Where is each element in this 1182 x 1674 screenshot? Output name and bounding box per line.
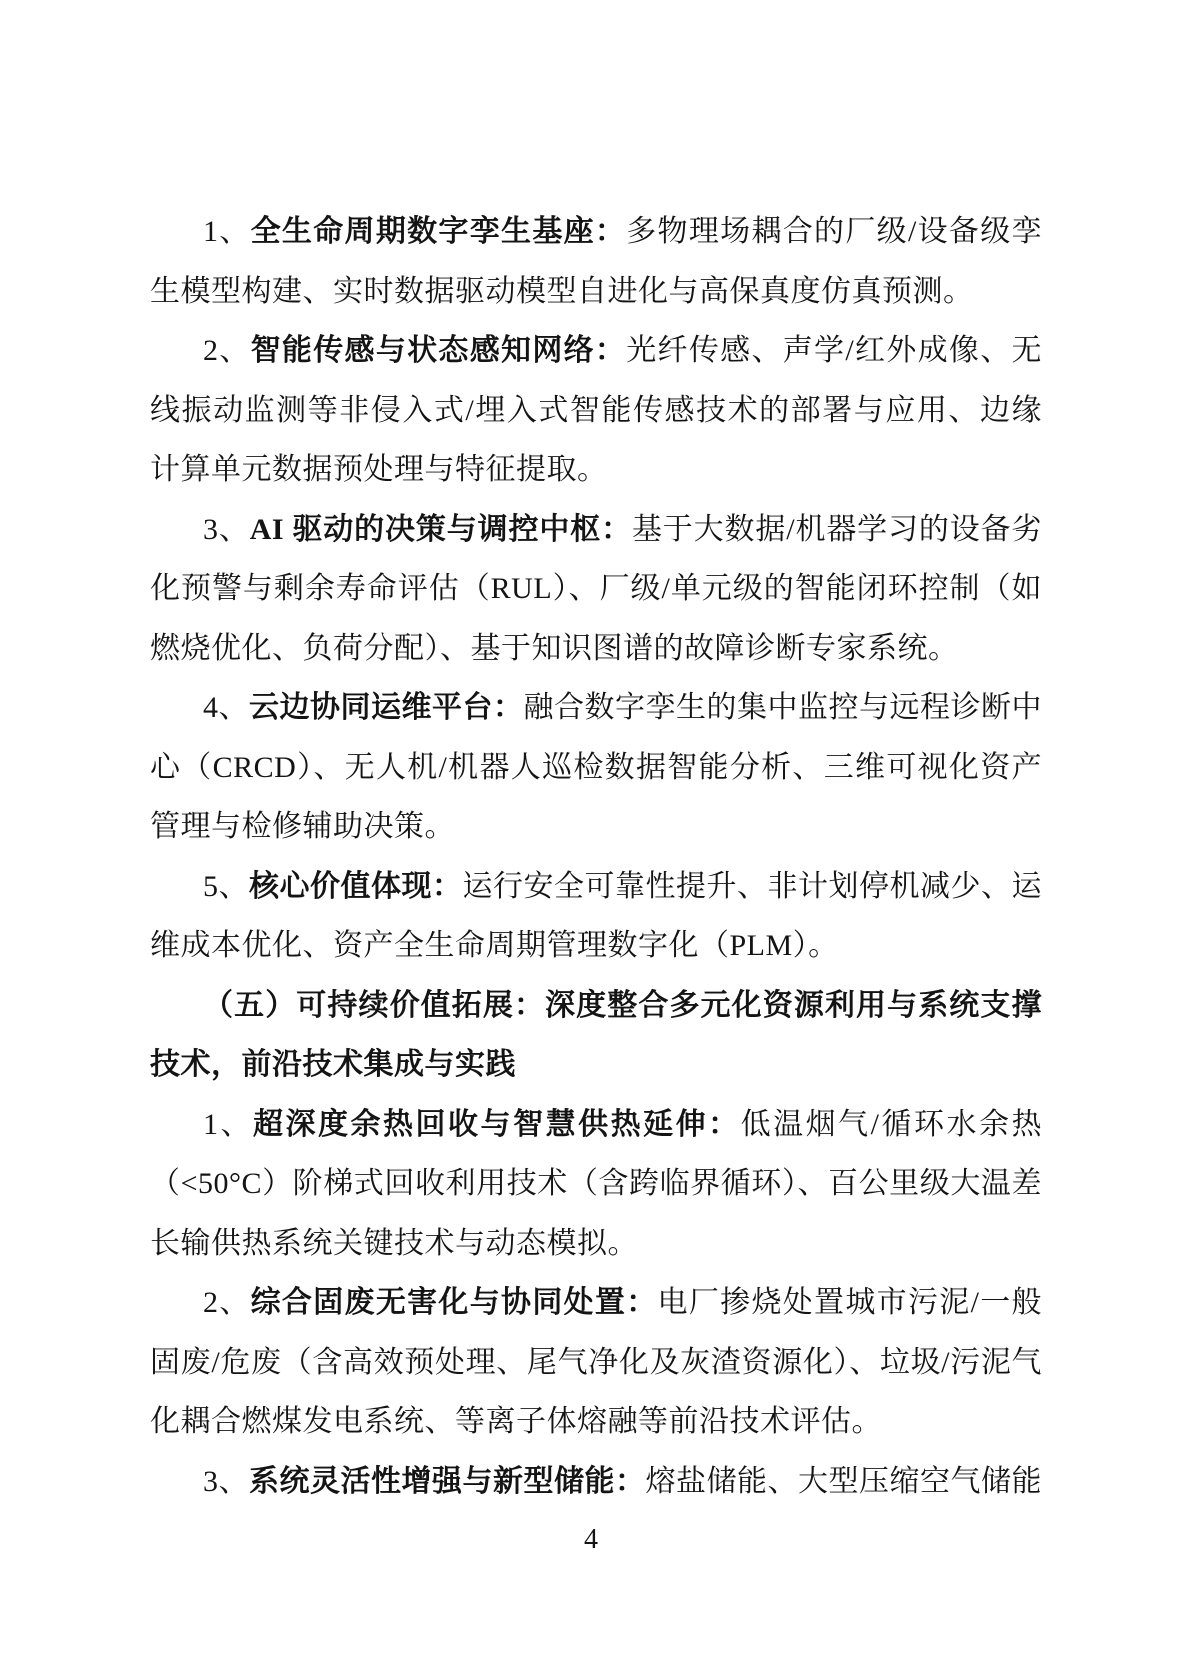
item-body: 电厂掺烧处置城市污泥/一般固废/危废（含高效预处理、尾气净化及灰渣资源化）、垃圾/污泥气化耦合燃煤发电系统、等离子体熔融等前沿技术评估。 — [150, 1286, 1043, 1438]
item-number: 3、 — [203, 1464, 249, 1498]
item-body: 融合数字孪生的集中监控与远程诊断中心（CRCD）、无人机/机器人巡检数据智能分析、三维可视化资产管理与检修辅助决策。 — [150, 691, 1042, 843]
item-body: 运行安全可靠性提升、非计划停机减少、运维成本优化、资产全生命周期管理数字化（PLM）。 — [150, 869, 1042, 962]
list-item-paragraph — [150, 678, 1042, 857]
list-item-paragraph — [150, 1273, 1042, 1452]
item-body: 低温烟气/循环水余热（<50°C）阶梯式回收利用技术（含跨临界循环）、百公里级大温差长输供热系统关键技术与动态模拟。 — [150, 1107, 1042, 1260]
list-item-paragraph — [150, 1452, 1042, 1512]
item-heading: 超深度余热回收与智慧供热延伸： — [253, 1107, 741, 1141]
document-content — [150, 202, 1042, 1511]
item-heading: 综合固废无害化与协同处置： — [250, 1286, 658, 1319]
item-number: 2、 — [203, 334, 251, 367]
item-number: 5、 — [203, 869, 249, 903]
item-body: 熔盐储能、大型压缩空气储能 — [645, 1464, 1042, 1498]
item-number: 1、 — [203, 215, 251, 248]
item-body: 多物理场耦合的厂级/设备级孪生模型构建、实时数据驱动模型自进化与高保真度仿真预测。 — [150, 215, 1042, 308]
list-item-paragraph — [150, 202, 1042, 321]
item-body: 基于大数据/机器学习的设备劣化预警与剩余寿命评估（RUL）、厂级/单元级的智能闭环控制（如燃烧优化、负荷分配）、基于知识图谱的故障诊断专家系统。 — [150, 512, 1042, 665]
item-number: 1、 — [203, 1107, 254, 1141]
list-item-paragraph — [150, 321, 1042, 500]
item-heading: 系统灵活性增强与新型储能： — [249, 1464, 646, 1498]
page-footer — [0, 1524, 1182, 1556]
list-item-paragraph — [150, 500, 1042, 679]
item-number: 3、 — [203, 512, 250, 546]
item-heading: 云边协同运维平台： — [249, 691, 524, 724]
list-item-paragraph — [150, 1095, 1042, 1274]
item-heading: AI 驱动的决策与调控中枢： — [249, 512, 632, 546]
item-heading: 核心价值体现： — [249, 869, 463, 903]
item-number: 2、 — [203, 1286, 251, 1319]
page-number: 4 — [584, 1524, 598, 1555]
list-item-paragraph — [150, 857, 1042, 976]
item-number: 4、 — [203, 691, 249, 724]
item-body: 光纤传感、声学/红外成像、无线振动监测等非侵入式/埋入式智能传感技术的部署与应用、边缘计算单元数据预处理与特征提取。 — [150, 334, 1042, 486]
item-heading: 智能传感与状态感知网络： — [250, 334, 627, 367]
section-heading — [150, 976, 1042, 1095]
section-heading-text: （五）可持续价值拓展：深度整合多元化资源利用与系统支撑技术，前沿技术集成与实践 — [150, 988, 1042, 1081]
item-heading: 全生命周期数字孪生基座： — [250, 215, 627, 248]
